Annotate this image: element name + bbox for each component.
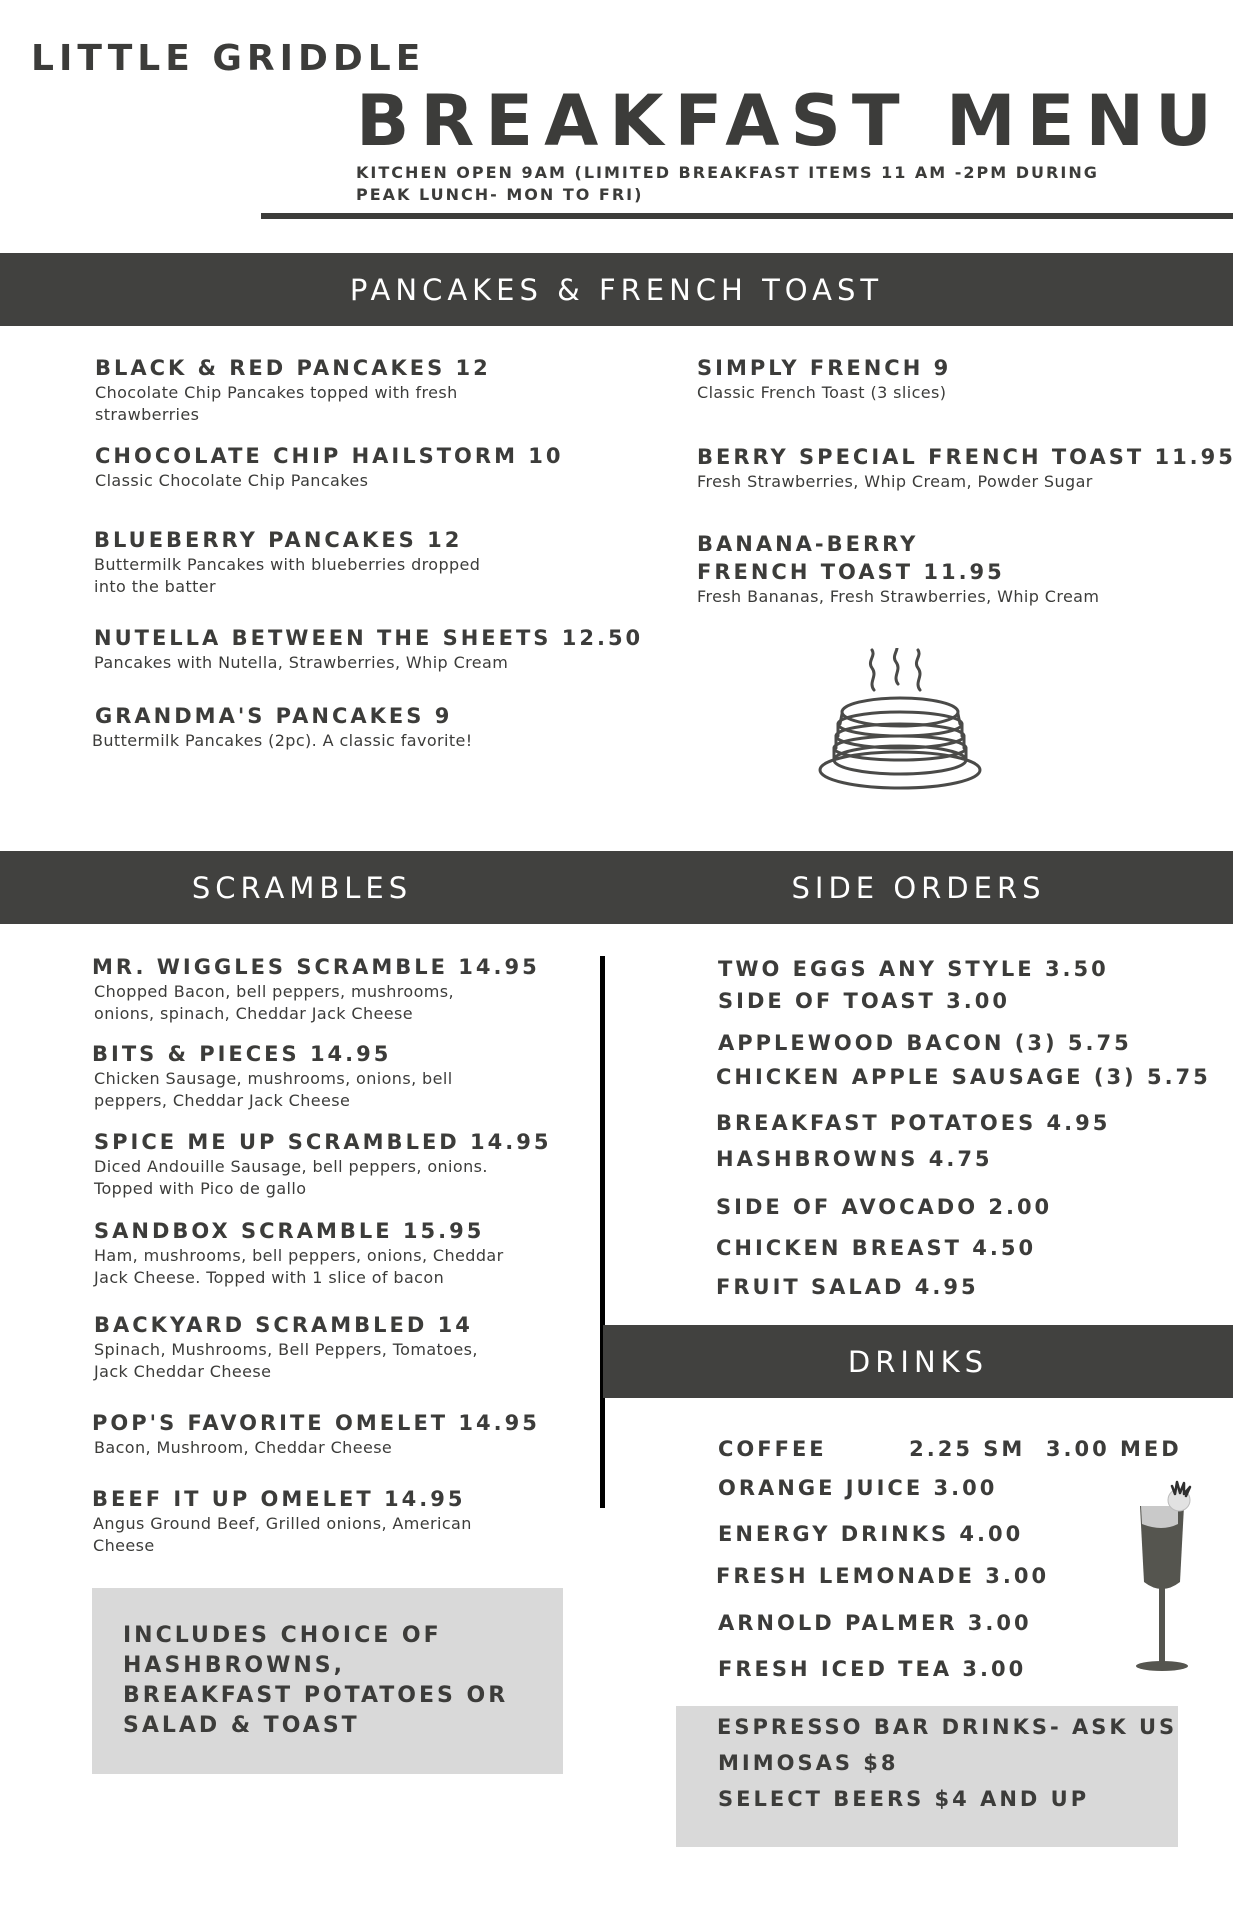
item-description: Diced Andouille Sausage, bell peppers, onions. Topped with Pico de gallo	[94, 1157, 488, 1198]
item-name: MR. WIGGLES SCRAMBLE 14.95	[92, 955, 540, 979]
scrambles-section-header	[0, 851, 604, 924]
drinks-extra-item: MIMOSAS $8	[718, 1751, 899, 1775]
drinks-extra-item: SELECT BEERS $4 AND UP	[718, 1787, 1090, 1811]
menu-item	[697, 443, 1236, 493]
item-name: GRANDMA'S PANCAKES 9	[95, 704, 453, 728]
item-name: SIMPLY FRENCH 9	[697, 356, 952, 380]
item-description: Chicken Sausage, mushrooms, onions, bell peppers, Cheddar Jack Cheese	[94, 1069, 453, 1110]
side-item: CHICKEN APPLE SAUSAGE (3) 5.75	[716, 1065, 1211, 1089]
item-name: BEEF IT UP OMELET 14.95	[92, 1487, 466, 1511]
menu-item	[94, 624, 654, 674]
menu-item	[94, 526, 634, 598]
item-name: BANANA-BERRY	[697, 532, 919, 556]
item-name: POP'S FAVORITE OMELET 14.95	[92, 1411, 540, 1435]
item-name: SANDBOX SCRAMBLE 15.95	[94, 1219, 485, 1243]
item-description: Chopped Bacon, bell peppers, mushrooms, onions, spinach, Cheddar Jack Cheese	[94, 982, 455, 1023]
drink-item: ORANGE JUICE 3.00	[718, 1476, 998, 1500]
menu-title: BREAKFAST MENU	[356, 80, 1223, 162]
item-name-line-2: FRENCH TOAST 11.95	[697, 560, 1005, 584]
column-divider	[600, 956, 605, 1508]
item-name: BLUEBERRY PANCAKES 12	[94, 528, 463, 552]
menu-item	[95, 442, 635, 492]
drinks-section-header	[603, 1325, 1233, 1398]
item-description: Classic Chocolate Chip Pancakes	[95, 471, 369, 490]
side-item: CHICKEN BREAST 4.50	[716, 1236, 1037, 1260]
restaurant-name: LITTLE GRIDDLE	[31, 38, 426, 79]
item-description: Buttermilk Pancakes with blueberries dropped into the batter	[94, 555, 481, 596]
side-item: TWO EGGS ANY STYLE 3.50	[718, 957, 1109, 981]
menu-item	[92, 1040, 592, 1112]
item-name: NUTELLA BETWEEN THE SHEETS 12.50	[94, 626, 644, 650]
drink-item: FRESH LEMONADE 3.00	[716, 1564, 1050, 1588]
item-description: Chocolate Chip Pancakes topped with fresh strawberries	[95, 383, 458, 424]
item-name: BITS & PIECES 14.95	[92, 1042, 392, 1066]
menu-item	[94, 1128, 594, 1200]
cocktail-glass-icon	[1128, 1474, 1194, 1682]
item-description: Buttermilk Pancakes (2pc). A classic favorite!	[92, 731, 473, 750]
side-orders-heading: SIDE ORDERS	[791, 870, 1046, 905]
drinks-heading: DRINKS	[847, 1344, 989, 1379]
menu-item	[94, 1311, 594, 1383]
item-name: BACKYARD SCRAMBLED 14	[94, 1313, 473, 1337]
drink-item: COFFEE 2.25 SM 3.00 MED	[718, 1437, 1182, 1461]
item-description: Fresh Strawberries, Whip Cream, Powder Sugar	[697, 472, 1093, 491]
item-description: Fresh Bananas, Fresh Strawberries, Whip Cream	[697, 587, 1100, 606]
side-item: FRUIT SALAD 4.95	[716, 1275, 979, 1299]
item-description: Classic French Toast (3 slices)	[697, 383, 947, 402]
pancake-stack-icon	[812, 648, 988, 796]
scrambles-note-box	[92, 1588, 563, 1774]
side-orders-section-header	[604, 851, 1233, 924]
menu-item	[92, 1409, 592, 1459]
pancakes-heading: PANCAKES & FRENCH TOAST	[349, 272, 884, 307]
scrambles-note: INCLUDES CHOICE OF HASHBROWNS, BREAKFAST POTATOES OR SALAD & TOAST	[123, 1623, 509, 1738]
menu-item	[92, 1485, 592, 1557]
item-description: Ham, mushrooms, bell peppers, onions, Cheddar Jack Cheese. Topped with 1 slice of bacon	[94, 1246, 504, 1287]
item-name: BLACK & RED PANCAKES 12	[95, 356, 491, 380]
side-item: SIDE OF TOAST 3.00	[718, 989, 1010, 1013]
drink-item: ENERGY DRINKS 4.00	[718, 1522, 1024, 1546]
side-item: HASHBROWNS 4.75	[716, 1147, 993, 1171]
menu-item	[94, 1217, 594, 1289]
menu-item	[92, 953, 592, 1025]
header-divider	[261, 213, 1233, 219]
scrambles-heading: SCRAMBLES	[191, 870, 413, 905]
item-name: BERRY SPECIAL FRENCH TOAST 11.95	[697, 445, 1236, 469]
drinks-extra-item: ESPRESSO BAR DRINKS- ASK US	[717, 1715, 1178, 1739]
side-item: BREAKFAST POTATOES 4.95	[716, 1111, 1111, 1135]
item-name: SPICE ME UP SCRAMBLED 14.95	[94, 1130, 552, 1154]
pancakes-section-header	[0, 253, 1233, 326]
menu-item	[92, 702, 632, 752]
menu-item	[697, 354, 1217, 404]
drinks-extras-box	[676, 1706, 1178, 1847]
drink-item: FRESH ICED TEA 3.00	[718, 1657, 1027, 1681]
drink-item: ARNOLD PALMER 3.00	[718, 1611, 1032, 1635]
menu-item	[95, 354, 635, 426]
item-description: Bacon, Mushroom, Cheddar Cheese	[94, 1438, 393, 1457]
side-item: SIDE OF AVOCADO 2.00	[716, 1195, 1053, 1219]
menu-item	[697, 530, 1217, 608]
item-description: Spinach, Mushrooms, Bell Peppers, Tomatoes, Jack Cheddar Cheese	[94, 1340, 478, 1381]
kitchen-hours: KITCHEN OPEN 9AM (LIMITED BREAKFAST ITEMS 11 AM -2PM DURING PEAK LUNCH- MON TO FRI)	[356, 163, 1099, 204]
item-description: Angus Ground Beef, Grilled onions, American Cheese	[93, 1514, 472, 1555]
side-item: APPLEWOOD BACON (3) 5.75	[718, 1031, 1132, 1055]
item-description: Pancakes with Nutella, Strawberries, Whip Cream	[94, 653, 509, 672]
item-name: CHOCOLATE CHIP HAILSTORM 10	[95, 444, 564, 468]
